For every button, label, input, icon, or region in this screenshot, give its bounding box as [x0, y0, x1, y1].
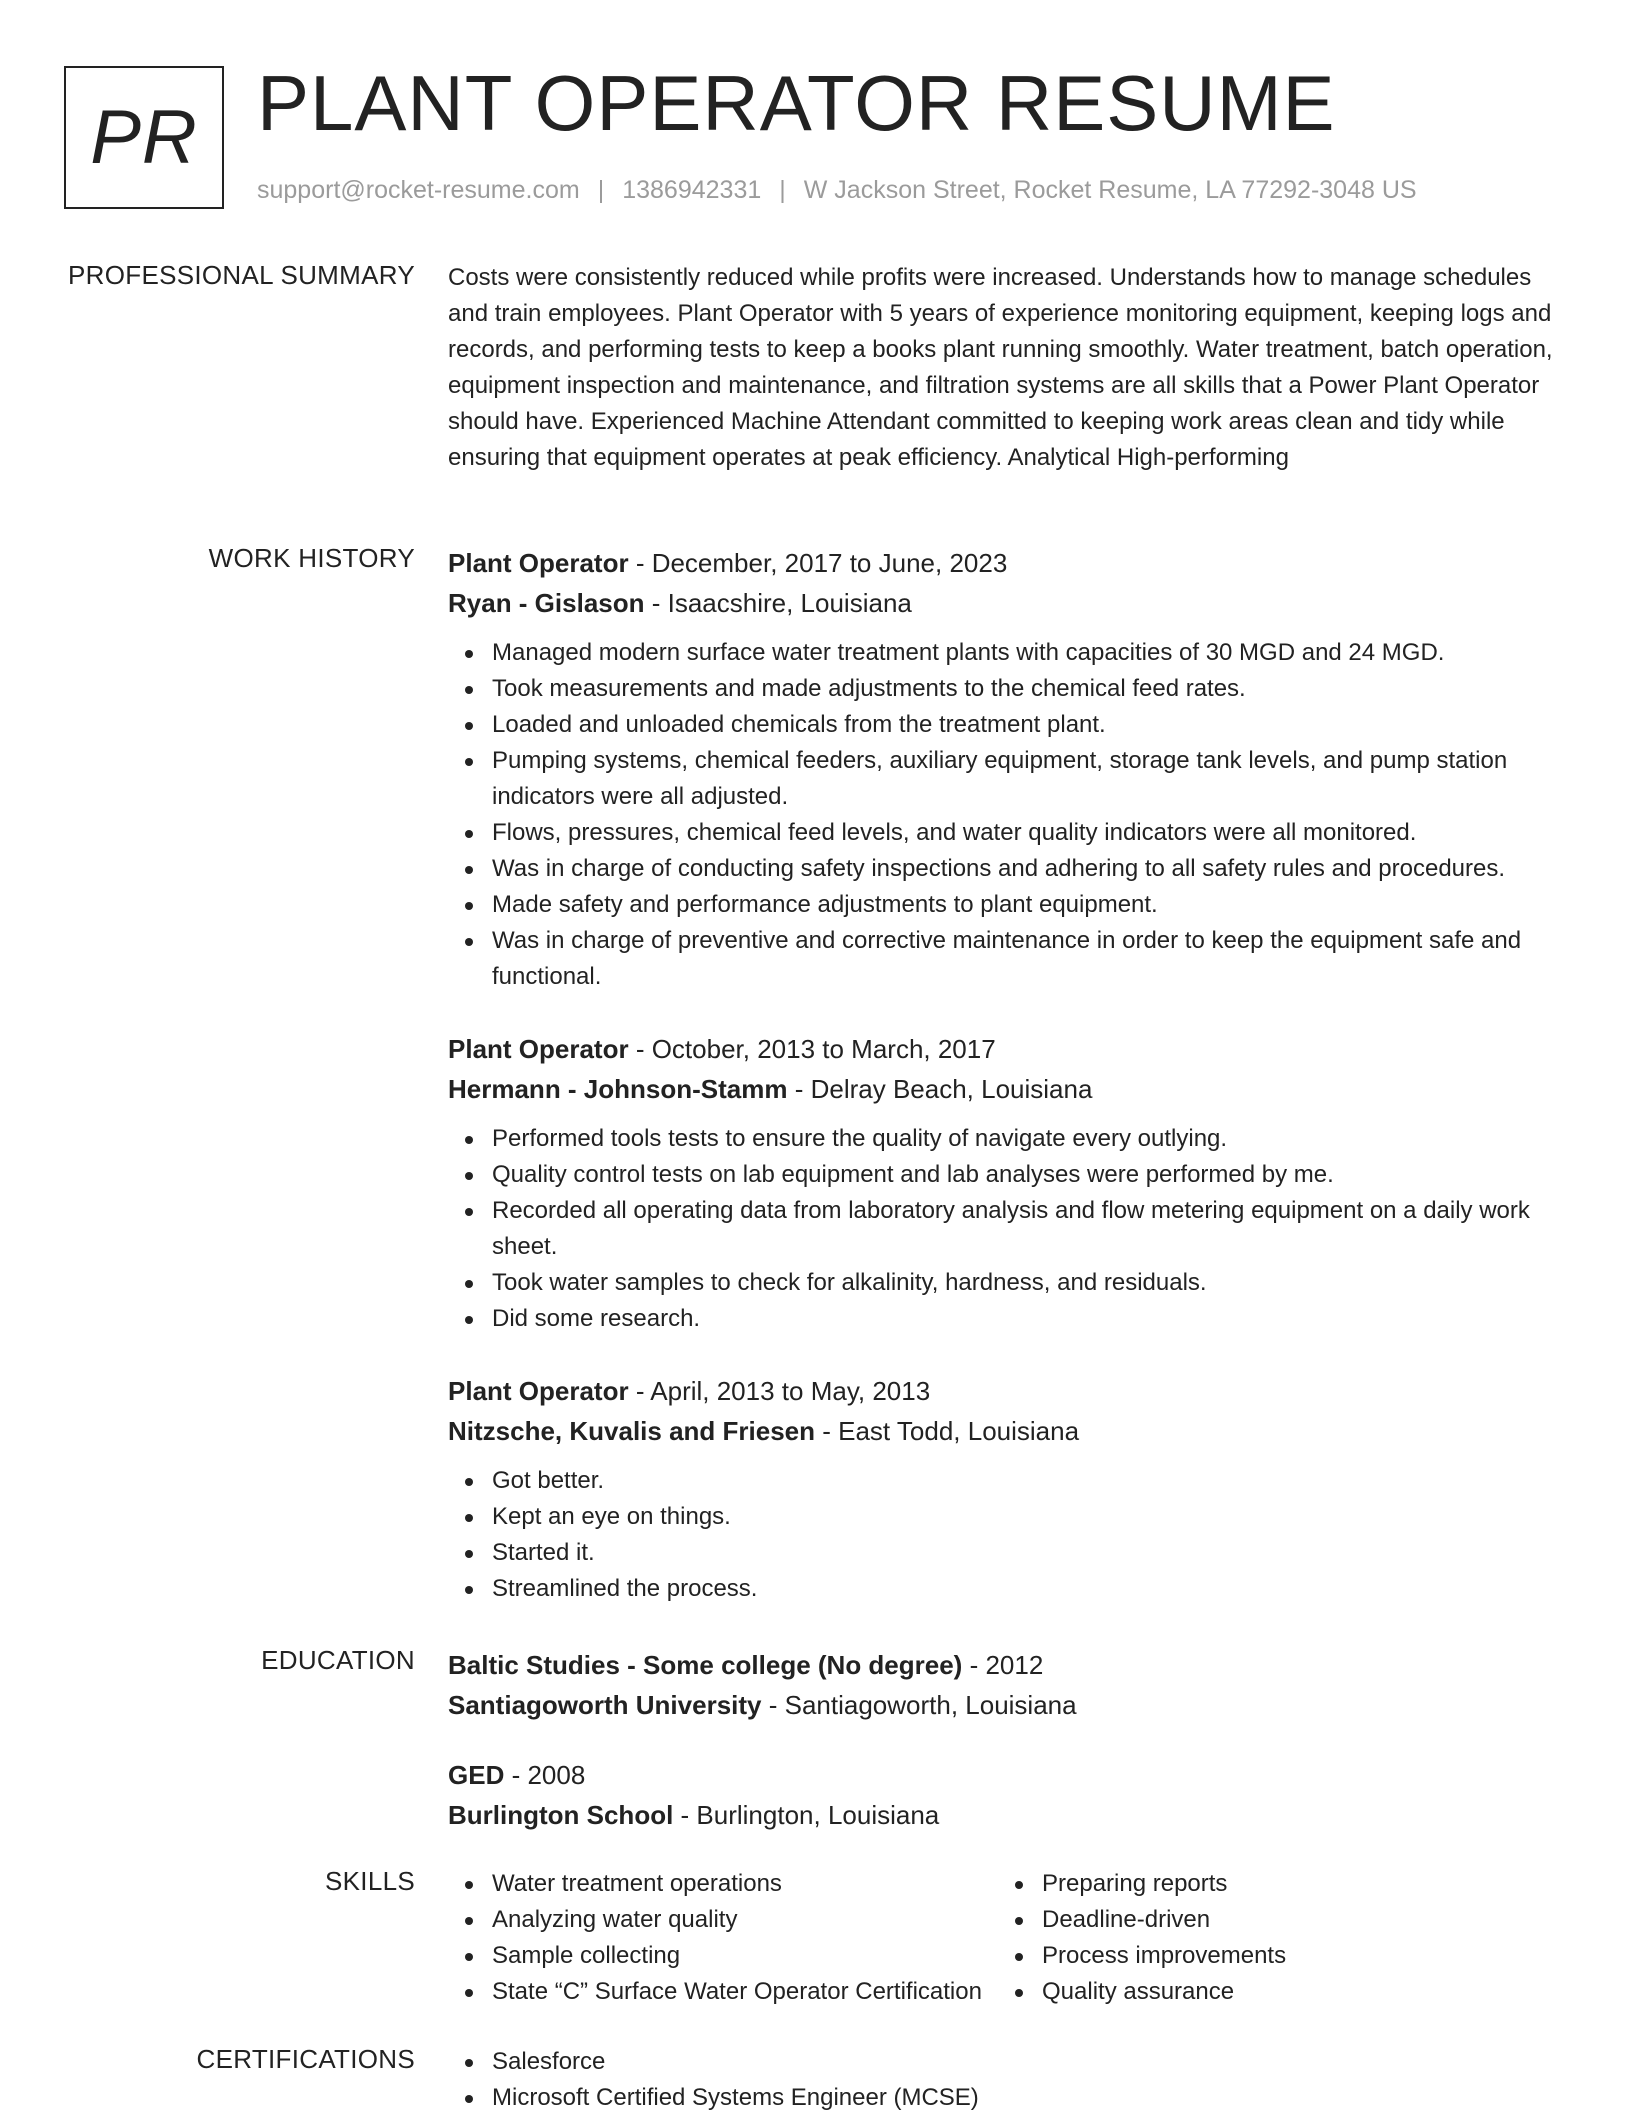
list-item: Salesforce — [448, 2044, 1568, 2080]
education-school: Burlington School — [448, 1800, 674, 1830]
education-school-line — [448, 1685, 1568, 1725]
list-item: Took water samples to check for alkalinity, hardness, and residuals. — [448, 1265, 1568, 1301]
summary-text: Costs were consistently reduced while profits were increased. Understands how to manage schedules and train employees. Plant Operator with 5 years of experience monitoring equipment, keeping logs and records, and performing tests to keep a books plant running smoothly. Water treatment, batch operation, equipment inspection and maintenance, and filtration systems are all skills that a Power Plant Operator should have. Experienced Machine Attendant committed to keeping work areas clean and tidy while ensuring that equipment operates at peak efficiency. Analytical High-performing — [448, 264, 1553, 471]
contact-phone: 1386942331 — [622, 176, 762, 204]
job-location: - Isaacshire, Louisiana — [644, 588, 912, 618]
list-item: Was in charge of preventive and corrective maintenance in order to keep the equipment safe and functional. — [448, 923, 1568, 995]
education-school-line — [448, 1795, 1568, 1835]
list-item: Recorded all operating data from laboratory analysis and flow metering equipment on a daily work sheet. — [448, 1193, 1568, 1265]
job-company-line — [448, 583, 1568, 623]
list-item: Performed tools tests to ensure the quality of navigate every outlying. — [448, 1121, 1568, 1157]
list-item: Took measurements and made adjustments to the chemical feed rates. — [448, 671, 1568, 707]
contact-line — [257, 176, 1417, 205]
list-item: Preparing reports — [998, 1866, 1498, 1902]
work-history-label: WORK HISTORY — [208, 543, 415, 573]
list-item: Water treatment operations — [448, 1866, 998, 1902]
list-item: Got better. — [448, 1463, 1568, 1499]
job-title-line — [448, 1029, 1568, 1069]
education-label: EDUCATION — [261, 1645, 415, 1675]
job-entry — [448, 1371, 1568, 1607]
education-location: - Burlington, Louisiana — [673, 1800, 940, 1830]
job-bullets — [448, 1463, 1568, 1607]
skills-label: SKILLS — [325, 1866, 415, 1896]
list-item: Managed modern surface water treatment plants with capacities of 30 MGD and 24 MGD. — [448, 635, 1568, 671]
job-entry — [448, 543, 1568, 995]
job-title: Plant Operator — [448, 1034, 629, 1064]
monogram: PR — [64, 66, 224, 209]
job-entry — [448, 1029, 1568, 1337]
summary-label: PROFESSIONAL SUMMARY — [68, 260, 415, 290]
job-company: Ryan - Gislason — [448, 588, 645, 618]
skills-column-1 — [448, 1866, 998, 2010]
job-dates: - October, 2013 to March, 2017 — [628, 1034, 996, 1064]
contact-address: W Jackson Street, Rocket Resume, LA 77292-3048 US — [803, 176, 1417, 204]
list-item: Quality assurance — [998, 1974, 1498, 2010]
job-bullets — [448, 635, 1568, 995]
list-item: Loaded and unloaded chemicals from the treatment plant. — [448, 707, 1568, 743]
job-dates: - December, 2017 to June, 2023 — [628, 548, 1008, 578]
list-item: Analyzing water quality — [448, 1902, 998, 1938]
contact-separator: | — [597, 176, 605, 204]
education-degree-line — [448, 1645, 1568, 1685]
list-item: Pumping systems, chemical feeders, auxiliary equipment, storage tank levels, and pump station indicators were all adjusted. — [448, 743, 1568, 815]
skills-column-2 — [998, 1866, 1498, 2010]
education-entry — [448, 1645, 1568, 1725]
education-year: - 2012 — [962, 1650, 1044, 1680]
list-item: Microsoft Certified Systems Engineer (MCSE) — [448, 2080, 1568, 2112]
education-degree: GED — [448, 1760, 505, 1790]
education-degree: Baltic Studies - Some college (No degree) — [448, 1650, 963, 1680]
list-item: Flows, pressures, chemical feed levels, and water quality indicators were all monitored. — [448, 815, 1568, 851]
education-location: - Santiagoworth, Louisiana — [761, 1690, 1077, 1720]
list-item: State “C” Surface Water Operator Certification — [448, 1974, 998, 2010]
list-item: Made safety and performance adjustments to plant equipment. — [448, 887, 1568, 923]
certifications-list — [448, 2044, 1568, 2112]
job-company: Nitzsche, Kuvalis and Friesen — [448, 1416, 816, 1446]
list-item: Quality control tests on lab equipment and lab analyses were performed by me. — [448, 1157, 1568, 1193]
education-entry — [448, 1755, 1568, 1835]
job-bullets — [448, 1121, 1568, 1337]
certifications-label: CERTIFICATIONS — [196, 2044, 415, 2074]
job-title-line — [448, 543, 1568, 583]
list-item: Was in charge of conducting safety inspections and adhering to all safety rules and procedures. — [448, 851, 1568, 887]
job-company-line — [448, 1411, 1568, 1451]
job-location: - Delray Beach, Louisiana — [787, 1074, 1093, 1104]
list-item: Process improvements — [998, 1938, 1498, 1974]
job-dates: - April, 2013 to May, 2013 — [628, 1376, 931, 1406]
education-school: Santiagoworth University — [448, 1690, 762, 1720]
contact-separator: | — [779, 176, 786, 204]
skills-grid — [448, 1866, 1568, 2010]
job-title: Plant Operator — [448, 548, 629, 578]
job-title: Plant Operator — [448, 1376, 629, 1406]
list-item: Started it. — [448, 1535, 1568, 1571]
list-item: Kept an eye on things. — [448, 1499, 1568, 1535]
list-item: Streamlined the process. — [448, 1571, 1568, 1607]
list-item: Deadline-driven — [998, 1902, 1498, 1938]
list-item: Did some research. — [448, 1301, 1568, 1337]
job-location: - East Todd, Louisiana — [815, 1416, 1080, 1446]
job-company: Hermann - Johnson-Stamm — [448, 1074, 788, 1104]
education-degree-line — [448, 1755, 1568, 1795]
contact-email: support@rocket-resume.com — [257, 176, 580, 204]
page-title: PLANT OPERATOR RESUME — [257, 59, 1336, 147]
job-title-line — [448, 1371, 1568, 1411]
education-year: - 2008 — [504, 1760, 586, 1790]
job-company-line — [448, 1069, 1568, 1109]
list-item: Sample collecting — [448, 1938, 998, 1974]
